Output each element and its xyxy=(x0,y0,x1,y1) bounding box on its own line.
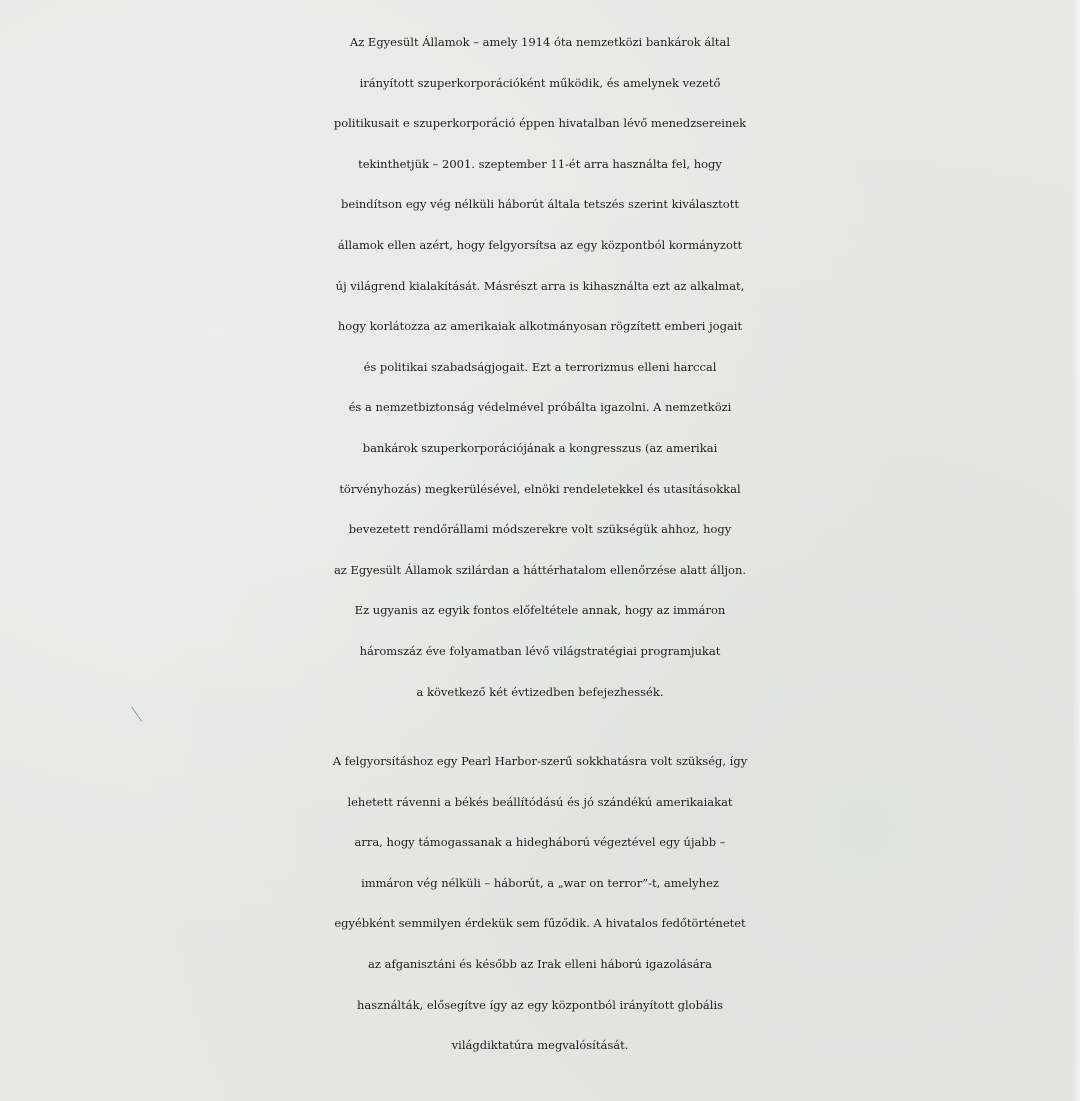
text-line: lehetett rávenni a békés beállítódású és jó szándékú amerikaiakat xyxy=(347,794,733,809)
text-line: beindítson egy vég nélküli háborút általa tetszés szerint kiválasztott xyxy=(341,197,739,212)
text-line: A felgyorsításhoz egy Pearl Harbor-szerű sokkhatásra volt szükség, így xyxy=(332,754,748,768)
text-line: világdiktatúra megvalósítását. xyxy=(451,1038,629,1053)
text-line: államok ellen azért, hogy felgyorsítsa az egy központból kormányzott xyxy=(337,237,743,252)
text-line: immáron vég nélküli – háborút, a „war on terror”-t, amelyhez xyxy=(361,875,719,890)
paragraph-1 xyxy=(30,22,1050,712)
text-line: háromszáz éve folyamatban lévő világstratégiai programjukat xyxy=(359,643,721,658)
text-line: hogy korlátozza az amerikaiak alkotmányosan rögzített emberi jogait xyxy=(337,319,743,334)
text-line: bevezetett rendőrállami módszerekre volt szükségük ahhoz, hogy xyxy=(348,522,732,537)
text-line: az afganisztáni és később az Irak elleni háború igazolására xyxy=(368,956,712,971)
paragraph-2 xyxy=(30,741,1050,1066)
text-line: egyébként semmilyen érdekük sem fűződik. A hivatalos fedőtörténetet xyxy=(334,916,746,931)
text-line: az Egyesült Államok szilárdan a háttérhatalom ellenőrzése alatt álljon. xyxy=(333,562,747,577)
text-line: és politikai szabadságjogait. Ezt a terrorizmus elleni harccal xyxy=(363,359,717,374)
text-line: irányított szuperkorporációként működik, és amelynek vezető xyxy=(359,75,721,90)
text-line: Az Egyesült Államok – amely 1914 óta nemzetközi bankárok által xyxy=(349,35,731,49)
text-line: új világrend kialakítását. Másrészt arra is kihasználta ezt az alkalmat, xyxy=(335,278,745,293)
page-edge xyxy=(1072,0,1080,1101)
text-line: bankárok szuperkorporációjának a kongresszus (az amerikai xyxy=(362,440,718,455)
text-line: politikusait e szuperkorporáció éppen hivatalban lévő menedzsereinek xyxy=(333,116,747,131)
text-line: használták, elősegítve így az egy központból irányított globális xyxy=(356,997,724,1012)
text-line: Ez ugyanis az egyik fontos előfeltétele annak, hogy az immáron xyxy=(354,603,726,618)
text-line: tekinthetjük – 2001. szeptember 11-ét arra használta fel, hogy xyxy=(358,156,722,171)
text-line: törvényhozás) megkerülésével, elnöki rendeletekkel és utasításokkal xyxy=(339,481,741,496)
text-line: a következő két évtizedben befejezhessék. xyxy=(416,684,664,699)
text-line: és a nemzetbiztonság védelmével próbálta igazolni. A nemzetközi xyxy=(348,400,732,415)
text-line: arra, hogy támogassanak a hidegháború végeztével egy újabb – xyxy=(354,835,726,850)
